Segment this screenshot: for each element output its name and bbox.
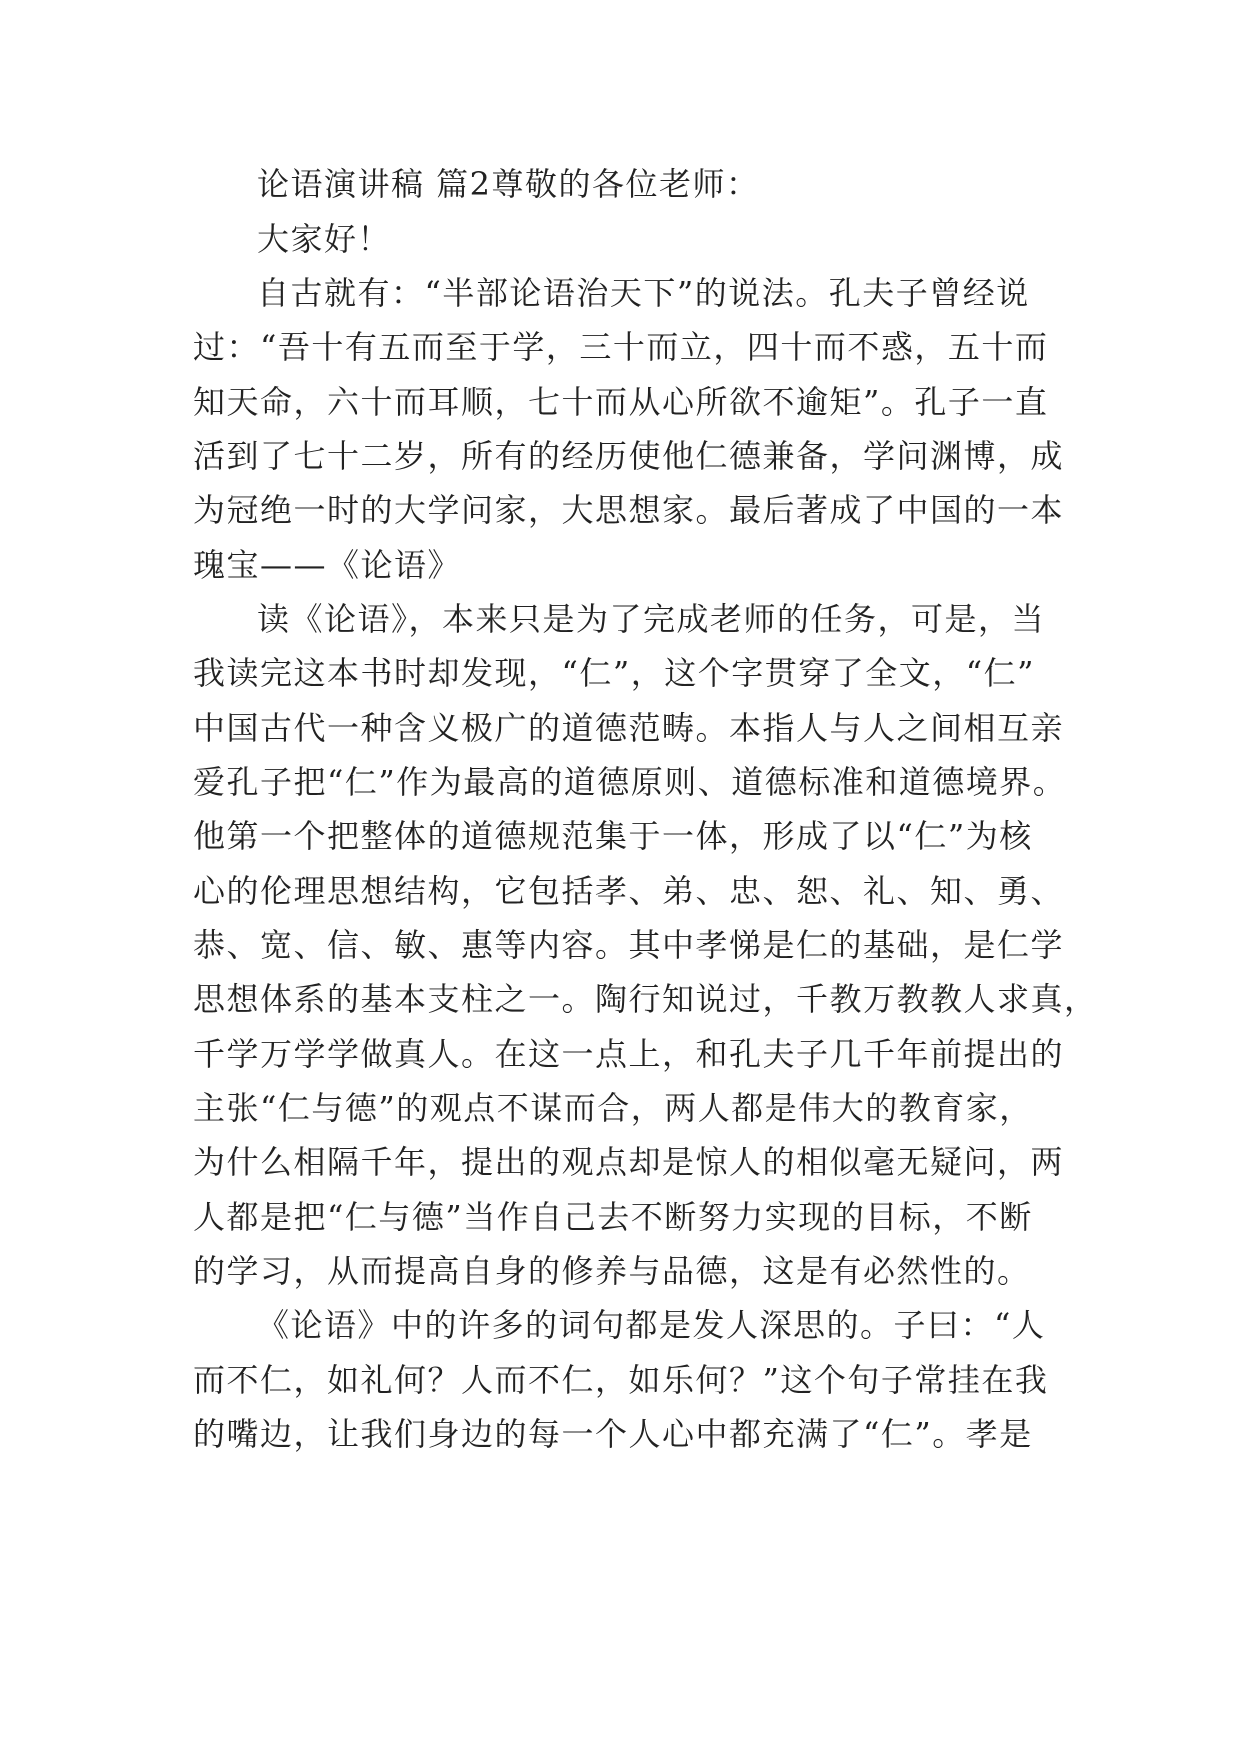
paragraph-line: 思想体系的基本支柱之一。陶行知说过，千教万教教人求真，	[193, 980, 1098, 1018]
paragraph-line: 瑰宝——《论语》	[193, 546, 462, 584]
paragraph-line: 知天命，六十而耳顺，七十而从心所欲不逾矩”。孔子一直	[193, 383, 1049, 421]
paragraph-line: 千学万学学做真人。在这一点上，和孔夫子几千年前提出的	[193, 1035, 1065, 1073]
paragraph-line: 活到了七十二岁，所有的经历使他仁德兼备，学问渊博，成	[193, 437, 1065, 475]
paragraph-line: 中国古代一种含义极广的道德范畴。本指人与人之间相互亲	[193, 709, 1065, 747]
greeting-line: 大家好！	[257, 220, 392, 258]
paragraph-line: 人都是把“仁与德”当作自己去不断努力实现的目标，不断	[193, 1198, 1033, 1236]
paragraph-line: 为冠绝一时的大学问家，大思想家。最后著成了中国的一本	[193, 491, 1065, 529]
paragraph-line: 他第一个把整体的道德规范集于一体，形成了以“仁”为核	[193, 817, 1033, 855]
paragraph-line: 恭、宽、信、敏、惠等内容。其中孝悌是仁的基础，是仁学	[193, 926, 1065, 964]
paragraph-line: 读《论语》，本来只是为了完成老师的任务，可是，当	[257, 600, 1046, 638]
paragraph-line: 我读完这本书时却发现，“仁”，这个字贯穿了全文，“仁”	[193, 654, 1035, 692]
paragraph-line: 的嘴边，让我们身边的每一个人心中都充满了“仁”。孝是	[193, 1415, 1033, 1453]
paragraph-line: 过：“吾十有五而至于学，三十而立，四十而不惑，五十而	[193, 328, 1049, 366]
paragraph-line: 为什么相隔千年，提出的观点却是惊人的相似毫无疑问，两	[193, 1143, 1065, 1181]
paragraph-line: 的学习，从而提高自身的修养与品德，这是有必然性的。	[193, 1252, 1031, 1290]
heading-line: 论语演讲稿 篇2尊敬的各位老师：	[257, 165, 760, 203]
paragraph-line: 而不仁，如礼何？人而不仁，如乐何？”这个句子常挂在我	[193, 1361, 1049, 1399]
paragraph-line: 主张“仁与德”的观点不谋而合，两人都是伟大的教育家，	[193, 1089, 1033, 1127]
paragraph-line: 《论语》中的许多的词句都是发人深思的。子曰：“人	[257, 1306, 1046, 1344]
paragraph-line: 心的伦理思想结构，它包括孝、弟、忠、恕、礼、知、勇、	[193, 872, 1065, 910]
paragraph-line: 自古就有：“半部论语治天下”的说法。孔夫子曾经说	[257, 274, 1030, 312]
paragraph-line: 爱孔子把“仁”作为最高的道德原则、道德标准和道德境界。	[193, 763, 1067, 801]
